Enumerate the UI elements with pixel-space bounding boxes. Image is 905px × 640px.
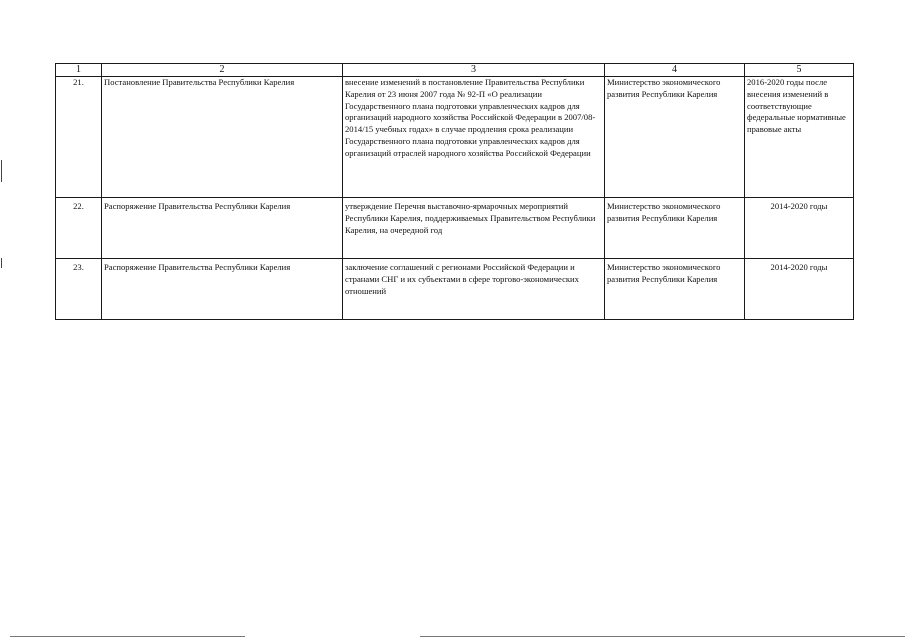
row-number: 22.	[56, 198, 102, 259]
term: 2016-2020 годы после внесения изменений в соответствующие федеральные нормативные правовые акты	[745, 77, 854, 198]
row-number: 23.	[56, 259, 102, 320]
column-header: 3	[343, 64, 605, 77]
row-number: 21.	[56, 77, 102, 198]
act-content: внесение изменений в постановление Правительства Республики Карелия от 23 июня 2007 года № 92-П «О реализации Государственного плана подготовки управленческих кадров для организаций народного хозяйства Российской Федерации в 2007/08-2014/15 учебных годах» в случае продления срока реализации Государственного плана подготовки управленческих кадров для организаций отраслей народного хозяйства Российской Федерации	[343, 77, 605, 198]
act-type: Распоряжение Правительства Республики Карелия	[102, 259, 343, 320]
executor: Министерство экономического развития Республики Карелия	[605, 198, 745, 259]
term: 2014-2020 годы	[745, 259, 854, 320]
scan-artifact	[10, 636, 245, 637]
act-content: заключение соглашений с регионами Российской Федерации и странами СНГ и их субъектами в сфере торгово-экономических отношений	[343, 259, 605, 320]
scan-artifact	[1, 258, 2, 268]
term: 2014-2020 годы	[745, 198, 854, 259]
column-header: 2	[102, 64, 343, 77]
act-type: Постановление Правительства Республики Карелия	[102, 77, 343, 198]
executor: Министерство экономического развития Республики Карелия	[605, 77, 745, 198]
table-row	[56, 198, 854, 259]
act-type: Распоряжение Правительства Республики Карелия	[102, 198, 343, 259]
table-header-row	[56, 64, 854, 77]
legal-acts-table	[55, 63, 854, 320]
column-header: 5	[745, 64, 854, 77]
scan-artifact	[1, 160, 2, 182]
column-header: 4	[605, 64, 745, 77]
table-row	[56, 259, 854, 320]
column-header: 1	[56, 64, 102, 77]
executor: Министерство экономического развития Республики Карелия	[605, 259, 745, 320]
table-row	[56, 77, 854, 198]
scan-artifact	[420, 636, 905, 637]
act-content: утверждение Перечня выставочно-ярмарочных мероприятий Республики Карелия, поддерживаемых Правительством Республики Карелия, на очередной год	[343, 198, 605, 259]
